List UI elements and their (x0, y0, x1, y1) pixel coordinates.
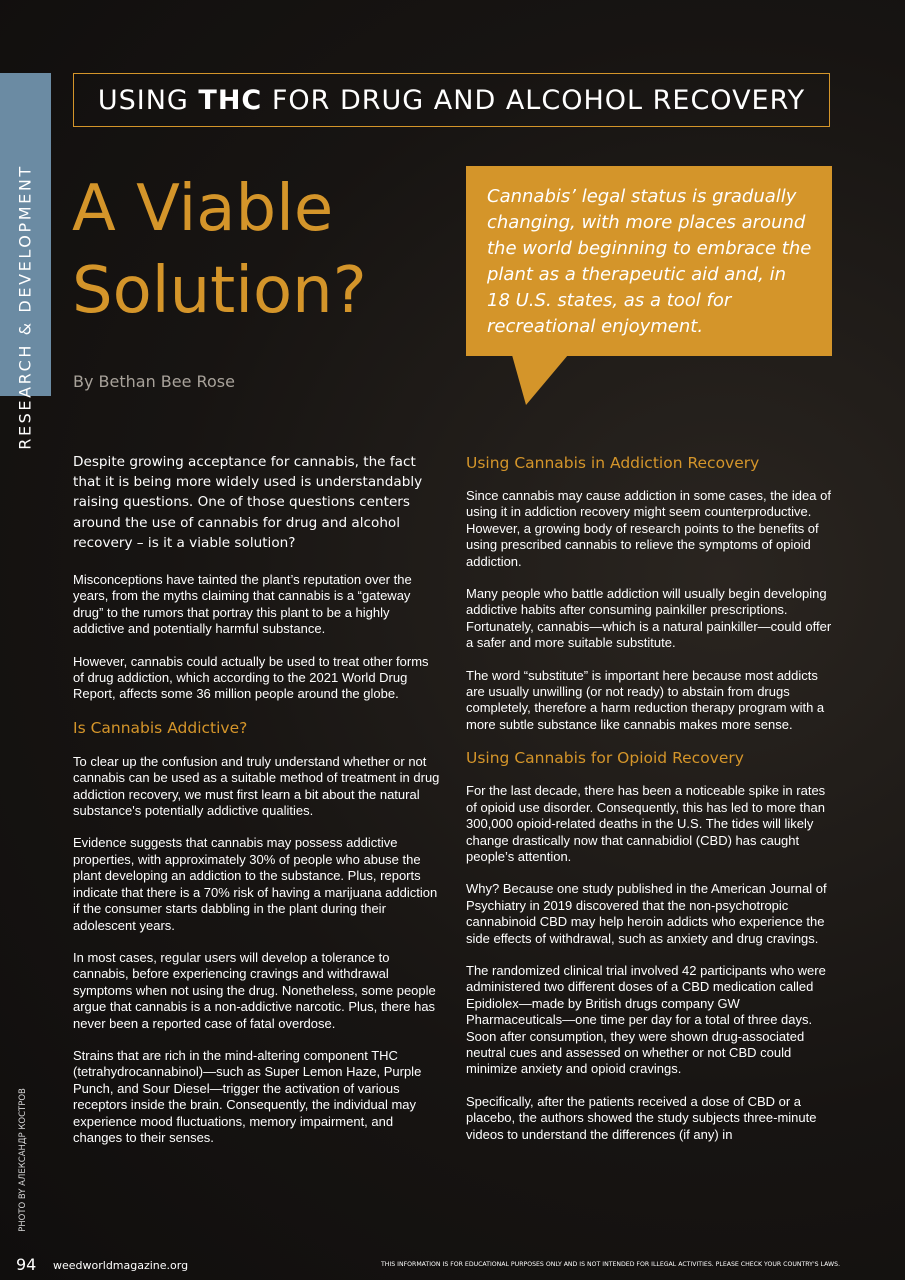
paragraph: The word “substitute” is important here because most addicts are usually unwilling (or not ready) to abstain from drugs completely, therefore a harm reduction therapy program with a more subtle substance like cannabis makes more sense. (466, 667, 825, 732)
headline (98, 85, 805, 116)
headline-bold: THC (198, 84, 263, 116)
paragraph: To clear up the confusion and truly understand whether or not cannabis can be used as a suitable method of treatment in drug addiction recovery, we must first learn a bit about the natural substance's potentially addictive qualities. (73, 753, 440, 819)
paragraph: Many people who battle addiction will usually begin developing addictive habits after consuming painkiller prescriptions. Fortunately, cannabis—which is a natural painkiller—could offer a safer and more suitable substitute. (466, 586, 832, 651)
title-line-1: A Viable (72, 172, 334, 246)
section-tab-label: RESEARCH & DEVELOPMENT (15, 164, 35, 450)
article-title (72, 168, 462, 332)
photo-credit: PHOTO BY АЛЕКСАНДР КОСТРОВ (18, 1088, 28, 1232)
paragraph: Why? Because one study published in the American Journal of Psychiatry in 2019 discovered that the non-psychotropic cannabinoid CBD may help heroin addicts who experience the side effects of withdrawal, such as anxiety and drug cravings. (466, 881, 827, 946)
legal-disclaimer: THIS INFORMATION IS FOR EDUCATIONAL PURPOSES ONLY AND IS NOT INTENDED FOR ILLEGAL ACTIVITIES. PLEASE CHECK YOUR COUNTRY'S LAWS. (381, 1261, 841, 1268)
paragraph: In most cases, regular users will develop a tolerance to cannabis, before experiencing cravings and withdrawal symptoms when not using the drug. Nonetheless, some people argue that cannabis is a non-addictive narcotic. Plus, there has never been a reported case of fatal overdose. (73, 949, 436, 1031)
intro-paragraph: Despite growing acceptance for cannabis, the fact that it is being more widely used is understandably raising questions. One of those questions centers around the use of cannabis for drug and alcohol recovery – is it a viable solution? (73, 454, 423, 551)
subheading-addiction-recovery: Using Cannabis in Addiction Recovery (466, 454, 760, 472)
paragraph: Strains that are rich in the mind-altering component THC (tetrahydrocannabinol)—such as Super Lemon Haze, Purple Punch, and Sour Diesel—trigger the activation of various receptors inside the brain. Consequently, the individual may experience mood fluctuations, memory impairment, and changes to their senses. (73, 1047, 422, 1145)
byline: By Bethan Bee Rose (73, 372, 235, 391)
pull-quote-box (466, 166, 832, 356)
paragraph: Evidence suggests that cannabis may possess addictive properties, with approximately 30% of people who abuse the plant developing an addiction to the substance. Plus, reports indicate that there is a 70% risk of having a marijuana addiction if the consumer starts dabbling in the plant during their adolescent years. (73, 835, 438, 933)
title-line-2: Solution? (72, 254, 367, 328)
website-link[interactable]: weedworldmagazine.org (53, 1259, 189, 1272)
paragraph: The randomized clinical trial involved 42 participants who were administered two different doses of a CBD medication called Epidiolex—made by British drugs company GW Pharmaceuticals—one time per day for a total of three days. Soon after consumption, they were shown drug-associated neutral cues and assessed on whether or not CBD could minimize anxiety and opioid cravings. (466, 962, 826, 1077)
paragraph: Specifically, after the patients received a dose of CBD or a placebo, the authors showed the study subjects three-minute videos to understand the differences (if any) in (466, 1093, 817, 1142)
headline-post: FOR DRUG AND ALCOHOL RECOVERY (262, 84, 806, 116)
right-column (466, 454, 836, 1159)
paragraph: However, cannabis could actually be used to treat other forms of drug addiction, which according to the 2021 World Drug Report, affects some 36 million people around the globe. (73, 653, 429, 702)
section-tab (0, 73, 51, 450)
paragraph: Misconceptions have tainted the plant’s reputation over the years, from the myths claiming that cannabis is a “gateway drug” to the rumors that portray this plant to be a highly addictive and potentially harmful substance. (73, 572, 412, 637)
left-column (73, 452, 441, 1162)
page-number: 94 (16, 1255, 37, 1274)
subheading-opioid-recovery: Using Cannabis for Opioid Recovery (466, 749, 744, 768)
speech-bubble-tail-icon (512, 355, 572, 407)
paragraph: For the last decade, there has been a noticeable spike in rates of opioid use disorder. Consequently, this has led to more than 300,000 opioid-related deaths in the U.S. The tides will likely change drastically now that cannabidiol (CBD) has caught people’s attention. (466, 783, 826, 864)
pull-quote-text: Cannabis’ legal status is gradually changing, with more places around the world beginning to embrace the plant as a therapeutic aid and, in 18 U.S. states, as a tool for recreational enjoyment. (487, 186, 812, 337)
headline-box (73, 73, 830, 127)
headline-pre: USING (97, 84, 199, 116)
subheading-addictive: Is Cannabis Addictive? (73, 718, 248, 737)
paragraph: Since cannabis may cause addiction in some cases, the idea of using it in addiction recovery might seem counterproductive. However, a growing body of research points to the benefits of using prescribed cannabis to relieve the symptoms of opioid addiction. (466, 488, 831, 569)
